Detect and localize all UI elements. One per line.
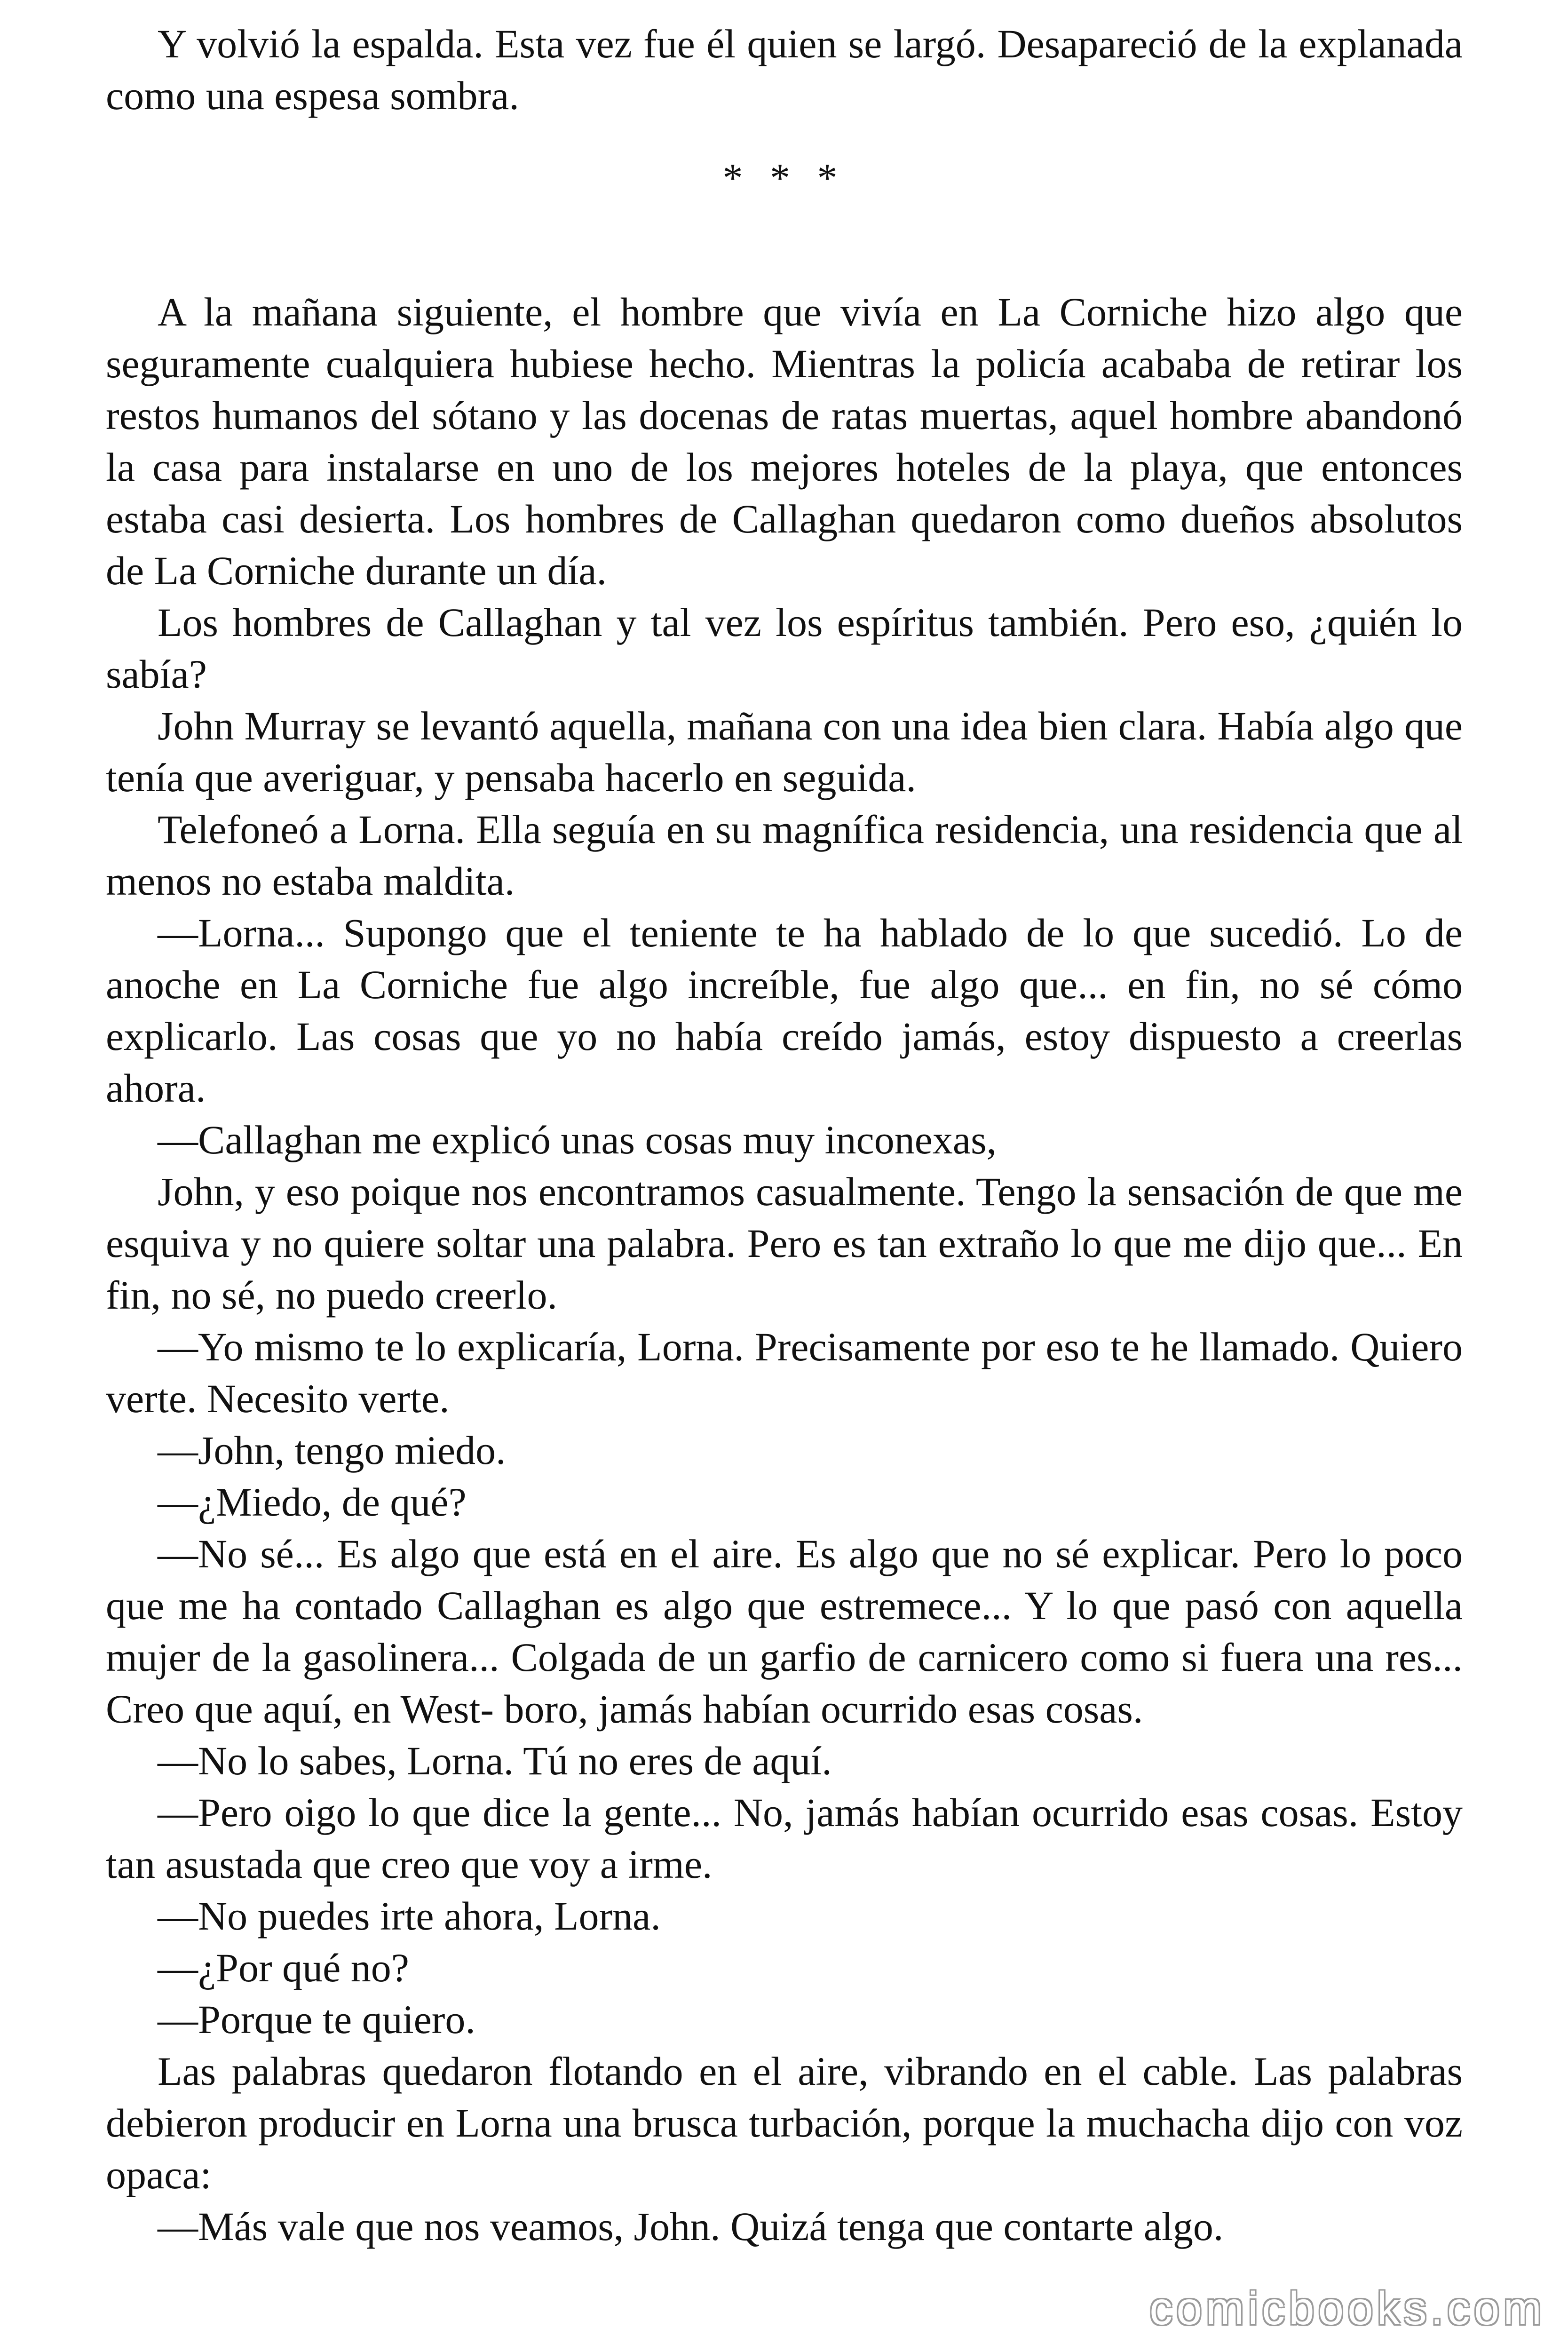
paragraph: —Callaghan me explicó unas cosas muy inconexas, [158, 1117, 997, 1162]
watermark: comicbooks.com [1149, 2282, 1545, 2334]
paragraph: —¿Por qué no? [158, 1945, 409, 1990]
paragraph: —Lorna... Supongo que el teniente te ha hablado de lo que sucedió. Lo de anoche en La Corniche fue algo increíble, fue algo que... en fin, no sé cómo explicarlo. Las cosas que yo no había creído jamás, estoy dispuesto a creerlas ahora. [106, 910, 1463, 1111]
paragraph: —No lo sabes, Lorna. Tú no eres de aquí. [158, 1738, 832, 1783]
paragraph: John Murray se levantó aquella, mañana con una idea bien clara. Había algo que tenía que averiguar, y pensaba hacerlo en seguida. [106, 703, 1463, 800]
paragraph: Las palabras quedaron flotando en el aire, vibrando en el cable. Las palabras debieron producir en Lorna una brusca turbación, porque la muchacha dijo con voz opaca: [106, 2049, 1463, 2197]
paragraph: —No sé... Es algo que está en el aire. Es algo que no sé explicar. Pero lo poco que me ha contado Callaghan es algo que estremece... Y lo que pasó con aquella mujer de la gasolinera... Colgada de un garfio de carnicero como si fuera una res... Creo que aquí, en West- boro, jamás habían ocurrido esas cosas. [106, 1531, 1463, 1732]
paragraph: A la mañana siguiente, el hombre que vivía en La Corniche hizo algo que seguramente cualquiera hubiese hecho. Mientras la policía acababa de retirar los restos humanos del sótano y las docenas de ratas muertas, aquel hombre abandonó la casa para instalarse en uno de los mejores hoteles de la playa, que entonces estaba casi desierta. Los hombres de Callaghan quedaron como dueños absolutos de La Corniche durante un día. [106, 289, 1463, 593]
paragraph: —Yo mismo te lo explicaría, Lorna. Precisamente por eso te he llamado. Quiero verte. Necesito verte. [106, 1324, 1463, 1421]
paragraph: John, y eso poique nos encontramos casualmente. Tengo la sensación de que me esquiva y no quiere soltar una palabra. Pero es tan extraño lo que me dijo que... En fin, no sé, no puedo creerlo. [106, 1169, 1463, 1318]
paragraph: —Más vale que nos veamos, John. Quizá tenga que contarte algo. [158, 2204, 1224, 2249]
book-page [106, 18, 1463, 2252]
paragraph: —No puedes irte ahora, Lorna. [158, 1893, 661, 1939]
paragraph: Los hombres de Callaghan y tal vez los espíritus también. Pero eso, ¿quién lo sabía? [106, 600, 1463, 697]
paragraph: —Porque te quiero. [158, 1997, 475, 2042]
paragraph: Y volvió la espalda. Esta vez fue él quien se largó. Desapareció de la explanada como una espesa sombra. [106, 21, 1463, 118]
paragraph: Telefoneó a Lorna. Ella seguía en su magnífica residencia, una residencia que al menos no estaba maldita. [106, 807, 1463, 904]
section-separator: * * * [722, 155, 846, 200]
paragraph: —Pero oigo lo que dice la gente... No, jamás habían ocurrido esas cosas. Estoy tan asustada que creo que voy a irme. [106, 1790, 1463, 1887]
paragraph: —¿Miedo, de qué? [158, 1479, 467, 1525]
paragraph: —John, tengo miedo. [158, 1428, 506, 1473]
